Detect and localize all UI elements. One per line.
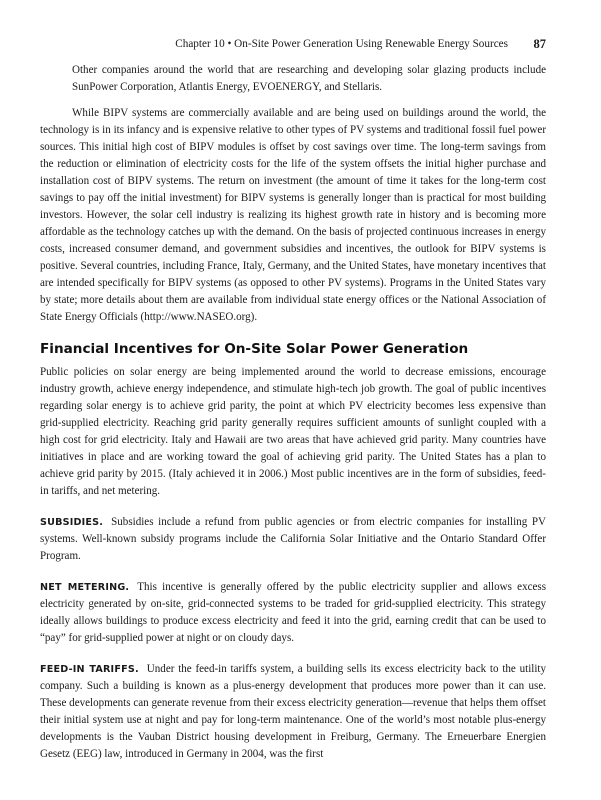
net-metering-text: This incentive is generally offered by the public electricity supplier and allows excess electricity generated by on-site, grid-connected systems to be traded for grid-supplied electricity. This strategy ideally allows buildings to produce excess electricity and feed it into the grid, earning credit that can be used to “pay” for grid-supplied power at night or on cloudy days.: [40, 581, 546, 644]
paragraph-solar-glazing: Other companies around the world that are researching and developing solar glazing products include SunPower Corporation, Atlantis Energy, EVOENERGY, and Stellaris.: [72, 64, 546, 93]
paragraph-bipv-cost: While BIPV systems are commercially available and are being used on buildings around the world, the technology is in its infancy and is expensive relative to other types of PV systems and traditional fossil fuel power sources. This initial high cost of BIPV modules is offset by cost savings over time. The long-term savings from the reduction or elimination of electricity costs for the life of the system offsets the initial higher purchase and installation cost of BIPV systems. The return on investment (the amount of time it takes for the long-term cost savings to pay off the initial investment) for BIPV systems is generally longer than is practical for most building investors. However, the solar cell industry is realizing its highest growth rate in history and is becoming more affordable as the technology catches up with the demand. On the basis of projected continuous increases in energy costs, increased consumer demand, and government subsidies and incentives, the outlook for BIPV systems is positive. Several countries, including France, Italy, Germany, and the United States, have monetary incentives that are intended specifically for BIPV systems (as opposed to other PV systems). Programs in the United States vary by state; more details about them are available from individual state energy offices or the National Association of State Energy Officials (http://www.NASEO.org).: [40, 107, 546, 323]
paragraph-public-policies: Public policies on solar energy are being implemented around the world to decrease emissions, encourage industry growth, achieve energy independence, and stimulate high-tech job growth. The goal of public incentives regarding solar energy is to achieve grid parity, the point at which PV electricity becomes less expensive than grid-supplied electricity. Reaching grid parity generally requires sufficient amounts of sunlight coupled with a high cost for grid electricity. Italy and Hawaii are two areas that have achieved grid parity. Many countries have initiatives in place and are working toward the goal of achieving grid parity. The United States has a plan to achieve grid parity by 2015. (Italy achieved it in 2006.) Most public incentives are in the form of subsidies, feed-in tariffs, and net metering.: [40, 366, 546, 497]
running-header: [60, 38, 546, 56]
runin-heading-net-metering: NET METERING.: [40, 582, 130, 593]
running-title: Chapter 10 • On-Site Power Generation Using Renewable Energy Sources: [175, 38, 508, 50]
paragraph-feed-in-tariffs: [40, 661, 546, 763]
paragraph-net-metering: [40, 579, 546, 647]
page-number: 87: [533, 37, 546, 51]
section-heading: Financial Incentives for On-Site Solar Power Generation: [40, 341, 469, 357]
body-text: [40, 62, 546, 763]
runin-heading-subsidies: SUBSIDIES.: [40, 517, 104, 528]
subsidies-text: Subsidies include a refund from public agencies or from electric companies for installing PV systems. Well-known subsidy programs include the California Solar Initiative and the Ontario Standard Offer Program.: [40, 516, 546, 562]
runin-heading-feed-in-tariffs: FEED-IN TARIFFS.: [40, 664, 139, 675]
feed-in-tariffs-text: Under the feed-in tariffs system, a building sells its excess electricity back to the utility company. Such a building is known as a plus-energy development that produces more power than it can use. These developments can generate revenue from their excess electricity generation—revenue that helps them offset their initial system use at night and pay for long-term maintenance. One of the world’s most notable plus-energy developments is the Vauban District housing development in Freiburg, Germany. The Erneuerbare Energien Gesetz (EEG) law, introduced in Germany in 2004, was the first: [40, 663, 546, 760]
paragraph-subsidies: [40, 514, 546, 565]
